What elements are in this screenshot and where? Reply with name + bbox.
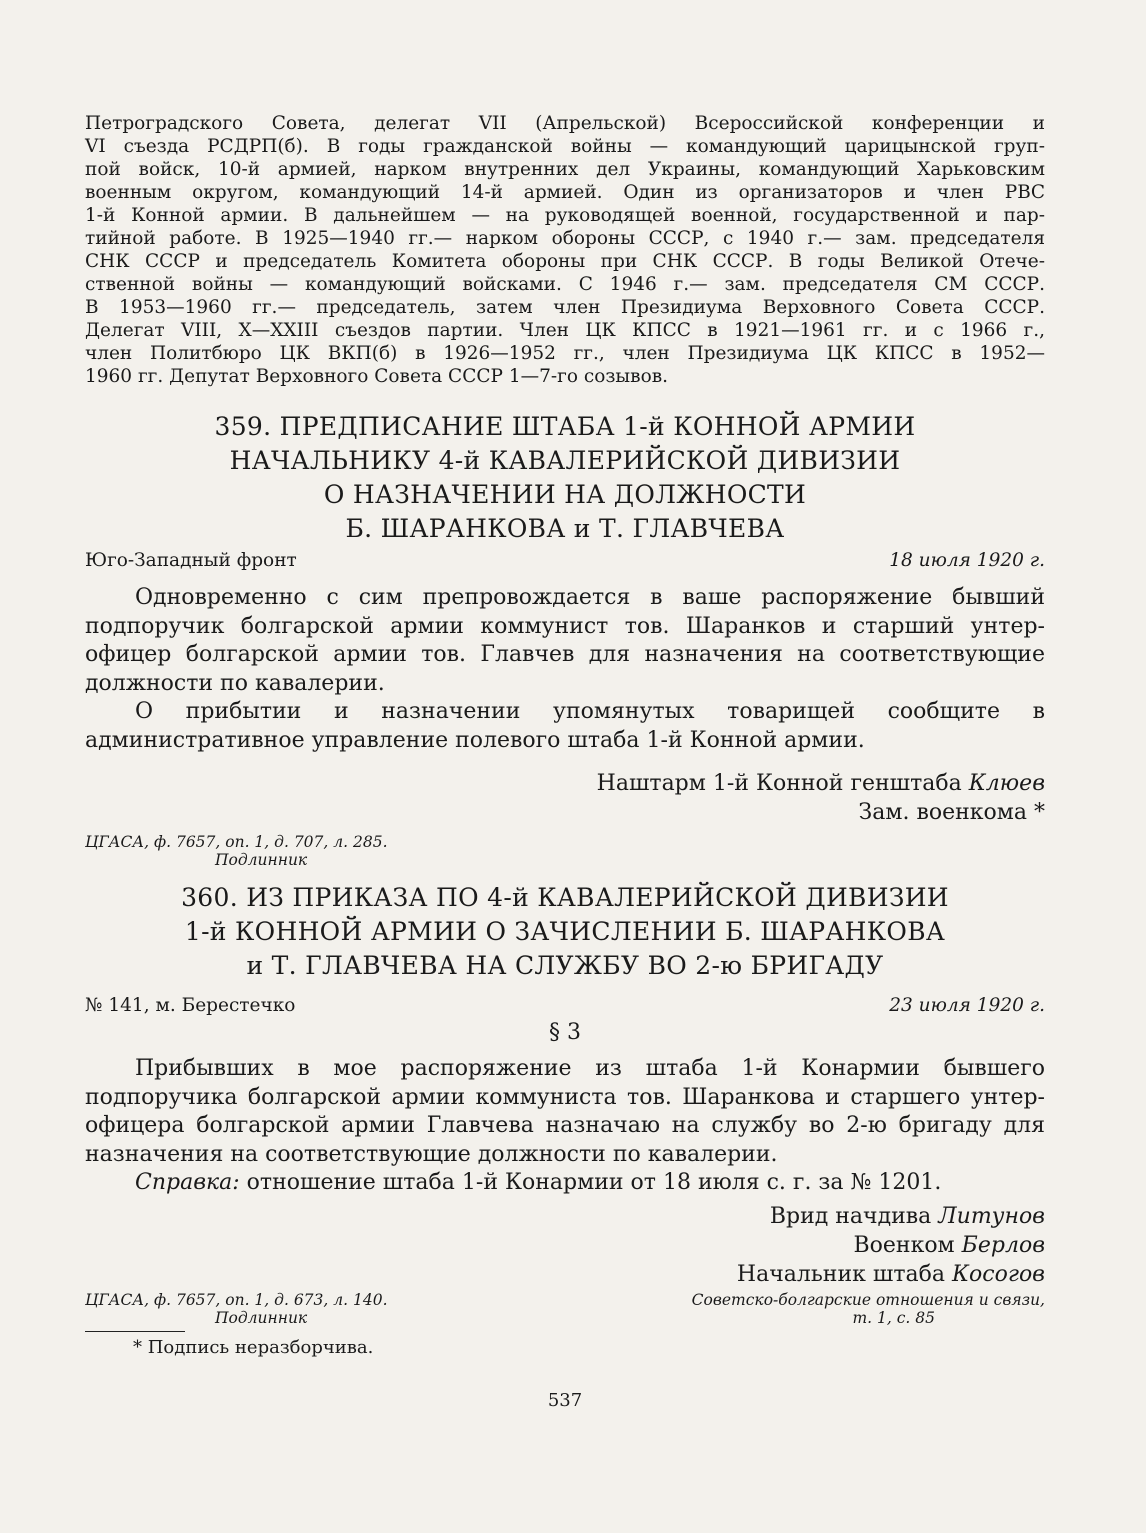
signature-name: Литунов: [938, 1203, 1045, 1229]
doc359-paragraph-1: Одновременно с сим препровождается в ваше распоряжение бывший подпоручик болгарской армии коммунист тов. Шаранков и старший унтер-офицер болгарской армии тов. Главчев для назначения на соответствующие должности по кавалерии.: [85, 585, 1045, 696]
doc360-signature-1: [85, 1202, 1045, 1231]
doc360-meta: [85, 993, 1045, 1019]
intro-line: 1960 гг. Депутат Верховного Совета СССР 1—7-го созывов.: [85, 366, 669, 387]
page-number: 537: [547, 1389, 583, 1411]
intro-line: В 1953—1960 гг.— председатель, затем член Президиума Верховного Совета СССР.: [85, 297, 1045, 318]
reference-label: Справка:: [135, 1170, 240, 1195]
signature-title: Начальник штаба: [736, 1261, 952, 1287]
signature-title: Врид начдива: [769, 1203, 939, 1229]
intro-line: член Политбюро ЦК ВКП(б) в 1926—1952 гг., член Президиума ЦК КПСС в 1952—: [85, 343, 1045, 364]
doc359-meta: [85, 548, 1045, 574]
signature-title: Военком: [853, 1232, 962, 1258]
archive-ref-original: Подлинник: [215, 1308, 308, 1327]
intro-line: 1-й Конной армии. В дальнейшем — на руководящей военной, государственной и пар-: [85, 205, 1045, 226]
archive-ref-text: ЦГАСА, ф. 7657, оп. 1, д. 707, л. 285.: [85, 833, 388, 851]
reference-text: отношение штаба 1-й Конармии от 18 июля с. г. за № 1201.: [239, 1170, 942, 1195]
source-volume: т. 1, с. 85: [852, 1308, 935, 1327]
doc360-section-mark: § 3: [549, 1020, 581, 1045]
heading-line: 1-й КОННОЙ АРМИИ О ЗАЧИСЛЕНИИ Б. ШАРАНКОВА: [184, 917, 946, 946]
archive-ref-left: [85, 1291, 388, 1327]
doc359-place: Юго-Западный фронт: [85, 550, 297, 571]
signature-name: Клюев: [968, 771, 1045, 796]
intro-line: тийной работе. В 1925—1940 гг.— нарком обороны СССР, с 1940 г.— зам. председателя: [85, 228, 1045, 249]
doc359-date: 18 июля 1920 г.: [889, 550, 1045, 571]
doc359-archive-ref: [85, 833, 1045, 869]
heading-line: НАЧАЛЬНИКУ 4-й КАВАЛЕРИЙСКОЙ ДИВИЗИИ: [229, 446, 901, 475]
archive-ref-text: ЦГАСА, ф. 7657, оп. 1, д. 673, л. 140.: [85, 1290, 388, 1309]
intro-line: Петроградского Совета, делегат VII (Апрельской) Всероссийской конференции и: [85, 113, 1045, 134]
doc359-paragraph-2: О прибытии и назначении упомянутых товарищей сообщите в административное управление полевого штаба 1-й Конной армии.: [85, 699, 1045, 753]
doc360-signature-3: [85, 1260, 1045, 1289]
heading-line: 360. ИЗ ПРИКАЗА ПО 4-й КАВАЛЕРИЙСКОЙ ДИВИЗИИ: [181, 883, 949, 912]
doc359-signature-2: Зам. военкома *: [858, 800, 1045, 825]
intro-line: военным округом, командующий 14-й армией. Один из организаторов и член РВС: [85, 182, 1045, 203]
heading-line: и Т. ГЛАВЧЕВА НА СЛУЖБУ ВО 2-ю БРИГАДУ: [246, 951, 884, 980]
source-title: Советско-болгарские отношения и связи,: [691, 1290, 1045, 1309]
doc359-heading: [85, 410, 1045, 546]
intro-line: VI съезда РСДРП(б). В годы гражданской войны — командующий царицынской груп-: [85, 136, 1045, 157]
intro-line: пой войск, 10-й армией, нарком внутренних дел Украины, командующий Харьковским: [85, 159, 1045, 180]
doc360-date: 23 июля 1920 г.: [889, 995, 1045, 1016]
heading-line: Б. ШАРАНКОВА и Т. ГЛАВЧЕВА: [345, 514, 785, 543]
intro-biography-text: [85, 112, 1045, 388]
doc360-place: № 141, м. Берестечко: [85, 995, 296, 1016]
heading-line: 359. ПРЕДПИСАНИЕ ШТАБА 1-й КОННОЙ АРМИИ: [214, 412, 916, 441]
document-page: [85, 112, 1045, 1411]
footnote-divider: [85, 1331, 185, 1332]
signature-name: Косогов: [951, 1261, 1045, 1287]
archive-ref-original: Подлинник: [215, 851, 308, 869]
doc359-signature-1: [85, 769, 1045, 798]
doc360-archive-ref: [85, 1291, 1045, 1327]
archive-ref-right: [692, 1291, 1045, 1327]
intro-line: ственной войны — командующий войсками. С 1946 г.— зам. председателя СМ СССР.: [85, 274, 1045, 295]
signature-title: Наштарм 1-й Конной генштаба: [596, 771, 969, 796]
footnote: * Подпись неразборчива.: [133, 1336, 374, 1358]
doc360-paragraph-1: Прибывших в мое распоряжение из штаба 1-й Конармии бывшего подпоручика болгарской армии коммуниста тов. Шаранкова и старшего унтер-офицера болгарской армии Главчева назначаю на службу во 2-ю бригаду для назначения на соответствующие должности по кавалерии.: [85, 1056, 1045, 1167]
intro-line: СНК СССР и председатель Комитета обороны при СНК СССР. В годы Великой Отече-: [85, 251, 1045, 272]
heading-line: О НАЗНАЧЕНИИ НА ДОЛЖНОСТИ: [323, 480, 807, 509]
doc360-heading: [85, 881, 1045, 983]
doc360-reference: [85, 1169, 1045, 1198]
doc360-signature-2: [85, 1231, 1045, 1260]
intro-line: Делегат VIII, X—XXIII съездов партии. Член ЦК КПСС в 1921—1961 гг. и с 1966 г.,: [85, 320, 1045, 341]
signature-name: Берлов: [961, 1232, 1045, 1258]
